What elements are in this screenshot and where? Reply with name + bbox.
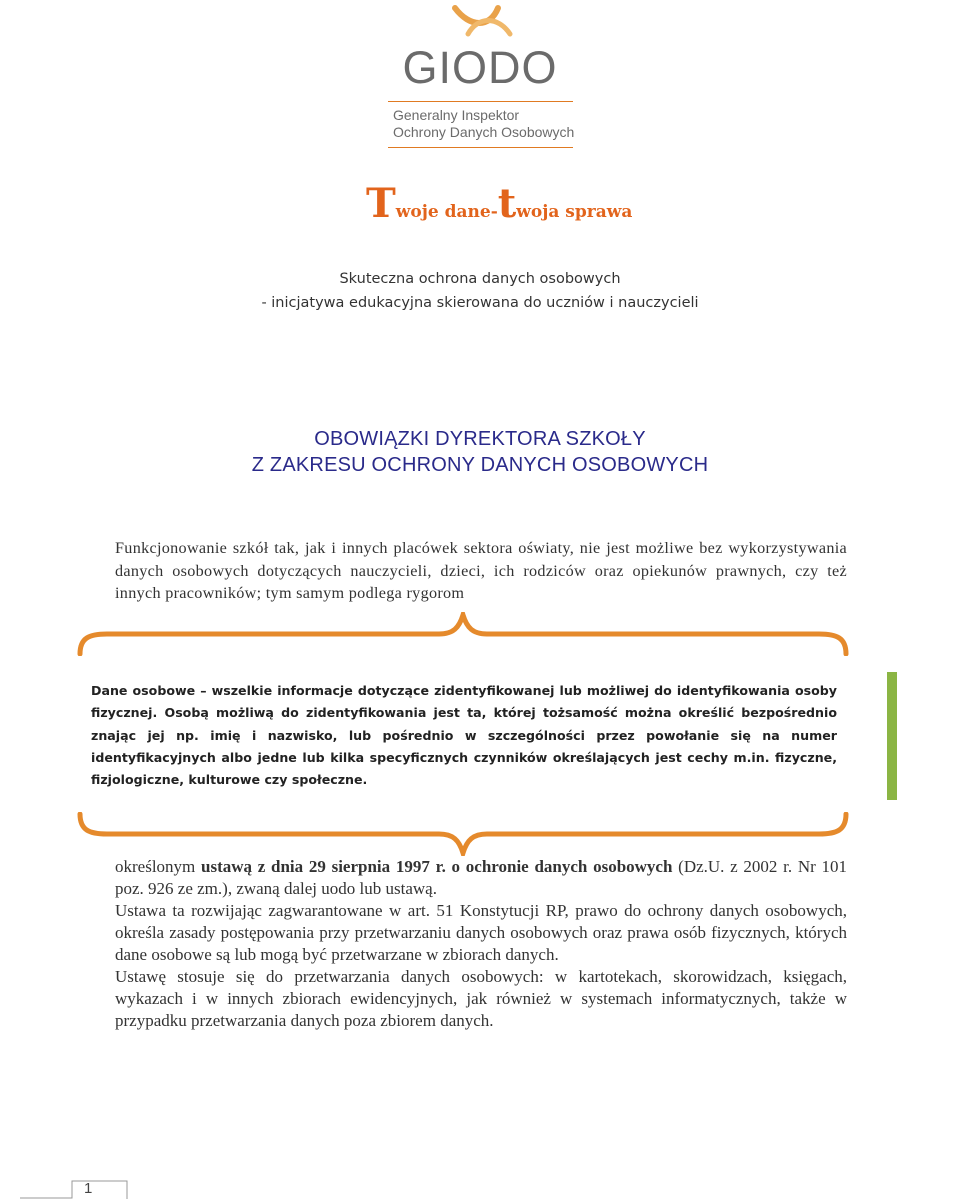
slogan [366, 180, 633, 227]
act-reference-bold: ustawą z dnia 29 sierpnia 1997 r. o ochronie danych osobowych [201, 857, 673, 876]
logo-subtitle-line2: Ochrony Danych Osobowych [393, 124, 575, 140]
slogan-initial-1: T [366, 180, 396, 227]
slogan-initial-2: t [497, 180, 517, 227]
page-title-line-2: Z ZAKRESU OCHRONY DANYCH OSOBOWYCH [251, 454, 709, 476]
page-title-line-1: OBOWIĄZKI DYREKTORA SZKOŁY [314, 428, 646, 450]
main-paragraph-line-1 [115, 856, 847, 900]
slogan-part-2: woja sprawa [516, 202, 633, 222]
personal-data-definition: Dane osobowe – wszelkie informacje dotyczące zidentyfikowanej lub możliwej do identyfikowania osoby fizycznej. Osobą możliwą do zidentyfikowania jest ta, której tożsamość można określić bezpośrednio znając jej np. imię i nazwisko, lub pośrednio w szczególności przez powołanie się na numer identyfikacyjnych albo jedne lub kilka specyficznych czynników określających jest cechy m.in. fizyczne, fizjologiczne, kulturowe czy społeczne. [91, 683, 837, 788]
logo-subtitle-line1: Generalny Inspektor [393, 107, 520, 123]
header-line-2: - inicjatywa edukacyjna skierowana do uczniów i nauczycieli [261, 295, 699, 311]
page-number: 1 [84, 1180, 93, 1197]
sidebar-accent-bar [887, 672, 897, 800]
logo-wordmark: GIODO [402, 42, 558, 93]
main-paragraph-sentence-3: Ustawę stosuje się do przetwarzania danych osobowych: w kartotekach, skorowidzach, księgach, wykazach i w innych zbiorach ewidencyjnych, jak również w systemach informatycznych, także w przypadku przetwarzania danych poza zbiorem danych. [115, 967, 847, 1030]
slogan-part-1: woje dane- [395, 202, 498, 222]
main-paragraph-citation: (Dz.U. z 2002 r. Nr 101 poz. 926 ze zm.), zwaną dalej uodo lub ustawą. [115, 857, 847, 898]
brace-bottom-decoration [77, 812, 849, 856]
main-paragraph [115, 856, 847, 1032]
page-number-frame [20, 1165, 128, 1199]
logo-divider-bottom [388, 147, 573, 148]
main-paragraph-sentence-2: Ustawa ta rozwijając zagwarantowane w art. 51 Konstytucji RP, prawo do ochrony danych osobowych, określa zasady postępowania przy przetwarzaniu danych osobowych oraz prawa osób fizycznych, których dane osobowe są lub mogą być przetwarzane w zbiorach danych. [115, 901, 847, 964]
intro-paragraph: Funkcjonowanie szkół tak, jak i innych placówek sektora oświaty, nie jest możliwe bez wykorzystywania danych osobowych dotyczących nauczycieli, dzieci, ich rodziców oraz opiekunów prawnych, czy też innych pracowników; tym samym podlega rygorom [115, 539, 847, 602]
main-paragraph-lead: określonym [115, 857, 201, 876]
header-line-1: Skuteczna ochrona danych osobowych [339, 271, 621, 287]
logo-divider-top [388, 101, 573, 102]
brace-top-decoration [77, 612, 849, 656]
